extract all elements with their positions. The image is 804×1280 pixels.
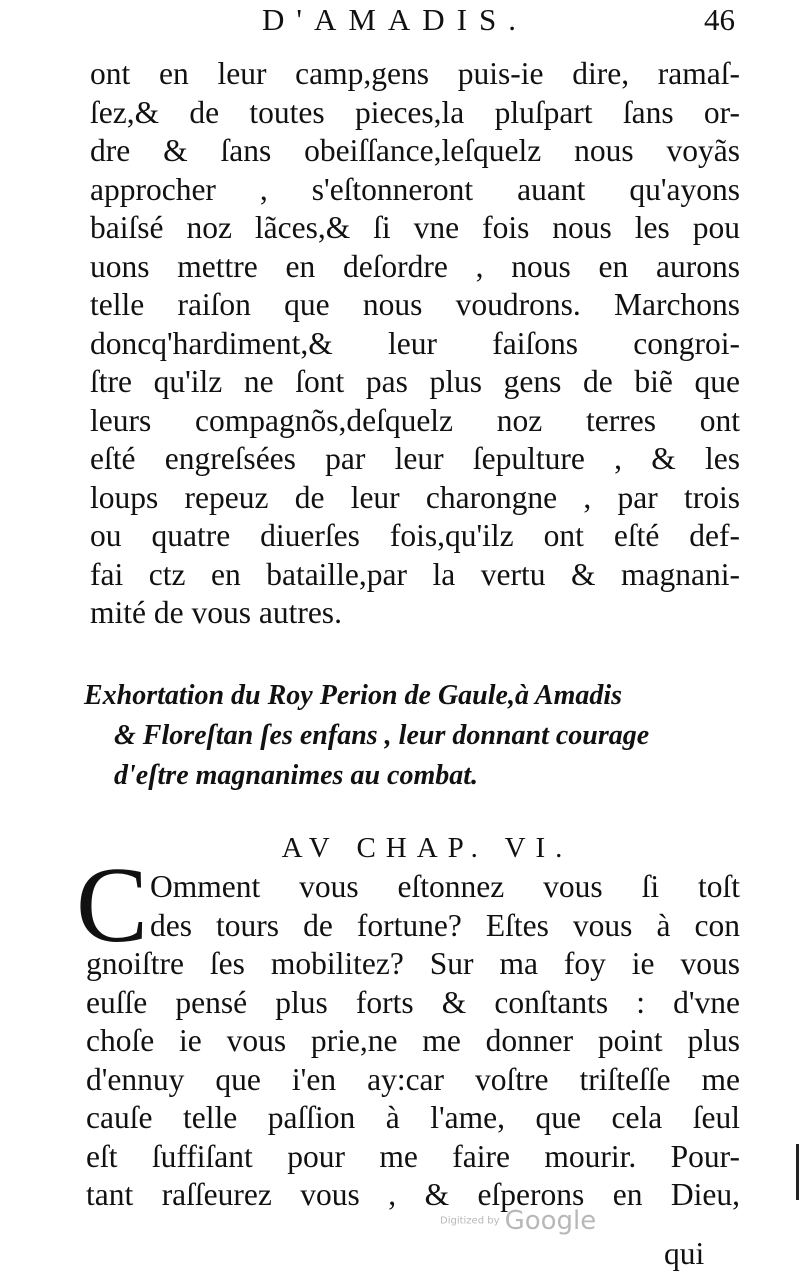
rubric-line: Exhortation du Roy Perion de Gaule,à Amadis xyxy=(84,680,623,711)
text-line: fai ctz en bataille,par la vertu & magnani- xyxy=(90,556,740,592)
text-line: dre & ſans obeiſſance,leſquelz nous voyãs xyxy=(90,133,740,168)
text-line: baiſsé noz lãces,& ſi vne fois nous les pou xyxy=(90,210,740,245)
section-rubric xyxy=(84,676,748,796)
text-line: doncq'hardiment,& leur faiſons congroi- xyxy=(90,325,740,361)
watermark-logo: Google xyxy=(504,1206,597,1236)
rubric-line: & Floreſtan ſes enfans , leur donnant courage xyxy=(114,720,650,751)
rubric-line: d'eſtre magnanimes au combat. xyxy=(114,760,478,791)
text-line: loups repeuz de leur charongne , par trois xyxy=(90,479,740,515)
text-line: telle raiſon que nous voudrons. Marchons xyxy=(90,287,740,322)
watermark-prefix: Digitized by xyxy=(440,1215,500,1227)
text-line: ſez,& de toutes pieces,la pluſpart ſans or- xyxy=(90,94,740,130)
text-line: eſté engreſsées par leur ſepulture , & les xyxy=(90,441,740,476)
text-line: uons mettre en deſordre , nous en aurons xyxy=(90,248,740,284)
running-head xyxy=(0,0,804,50)
digitization-watermark xyxy=(440,1206,596,1236)
text-line: leurs compagnõs,deſquelz noz terres ont xyxy=(90,402,740,438)
text-line: des tours de fortune? Eſtes vous à con xyxy=(150,907,740,943)
text-line: tant raſſeurez vous , & eſperons en Dieu, xyxy=(86,1177,740,1212)
text-line: mité de vous autres. xyxy=(90,595,342,630)
text-line: d'ennuy que i'en ay:car voſtre triſteſſe me xyxy=(86,1061,740,1097)
text-line: ont en leur camp,gens puis-ie dire, ramaſ- xyxy=(90,56,740,91)
text-line: cauſe telle paſſion à l'ame, que cela ſeul xyxy=(86,1100,740,1135)
running-title: D'AMADIS. xyxy=(262,2,529,37)
text-line: Omment vous eſtonnez vous ſi toſt xyxy=(150,869,740,904)
chapter-heading: AV CHAP. VI. xyxy=(281,832,573,864)
text-line: euſſe pensé plus forts & conſtants : d'vne xyxy=(86,984,740,1020)
text-line: choſe ie vous prie,ne me donner point plus xyxy=(86,1023,740,1058)
text-line: gnoiſtre ſes mobilitez? Sur ma foy ie vous xyxy=(86,946,740,981)
text-line: ou quatre diuerſes fois,qu'ilz ont eſté def- xyxy=(90,518,740,553)
body-text-continued xyxy=(90,55,740,633)
drop-cap: C xyxy=(76,846,149,965)
body-text-chapter xyxy=(86,868,740,1215)
text-line: approcher , s'eſtonneront auant qu'ayons xyxy=(90,171,740,207)
page-number: 46 xyxy=(704,2,735,37)
catchword: qui xyxy=(664,1236,705,1271)
text-line: ſtre qu'ilz ne ſont pas plus gens de biẽ que xyxy=(90,364,740,399)
text-line: eſt ſuffiſant pour me faire mourir. Pour- xyxy=(86,1138,740,1174)
page-edge-mark xyxy=(796,1144,799,1200)
